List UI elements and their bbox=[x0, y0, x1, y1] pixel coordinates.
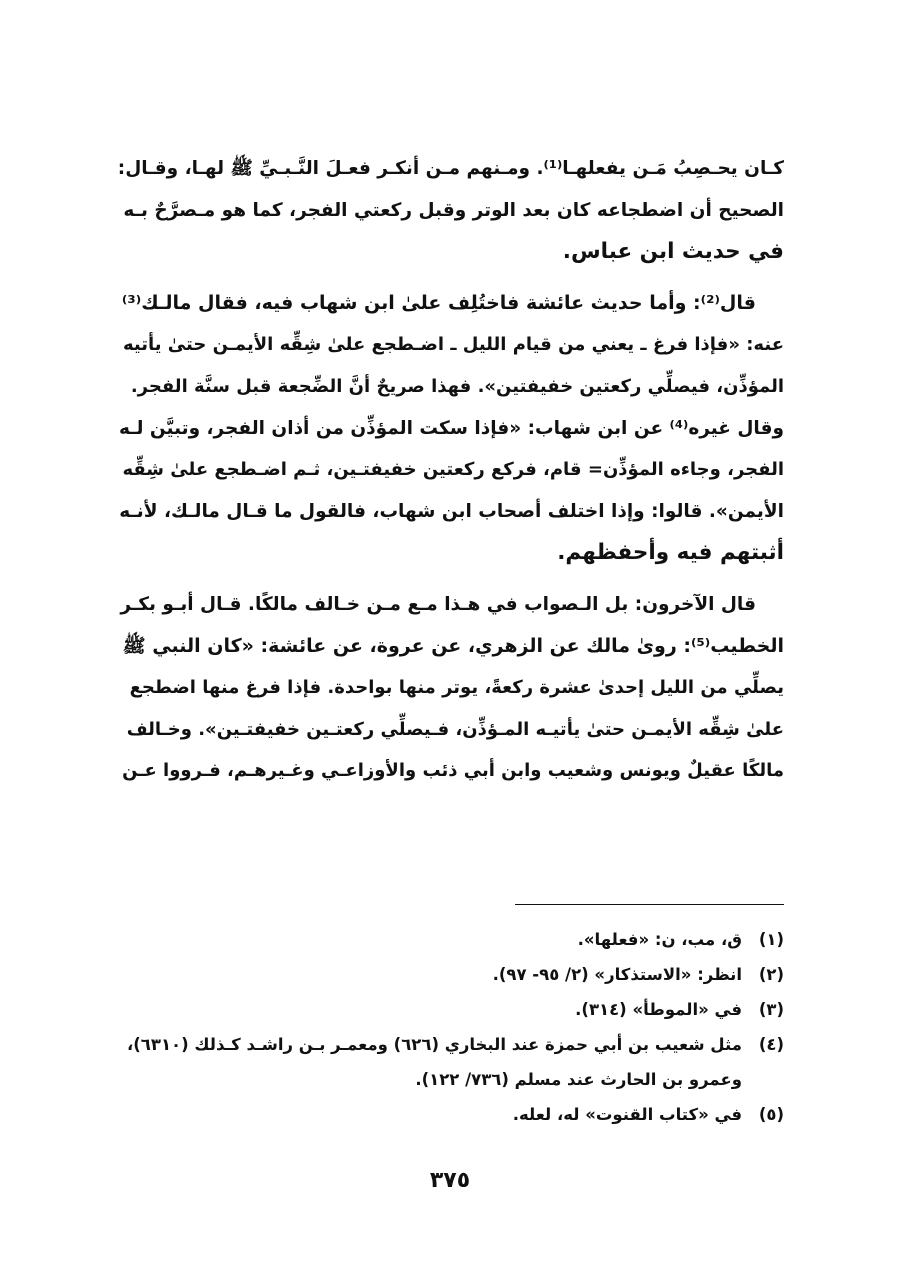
footnote-number: (١) bbox=[758, 930, 784, 949]
text-line: أثبتهم فيه وأحفظهم. bbox=[557, 540, 784, 566]
footnote-number: (٣) bbox=[758, 1000, 784, 1019]
footnote-number: (٢) bbox=[758, 965, 784, 984]
text-line: الفجر، وجاءه المؤذِّن= قام، فركع ركعتين خفيفتـين، ثـم اضـطجع علىٰ شِقِّه bbox=[122, 459, 784, 481]
text-line: يصلِّي من الليل إحدىٰ عشرة ركعةً، يوتر منها بواحدة. فإذا فرغ منها اضطجع bbox=[129, 677, 784, 699]
footnote bbox=[118, 957, 784, 992]
footnote-number: (٤) bbox=[758, 1035, 784, 1054]
text-line: الأيمن». قالوا: وإذا اختلف أصحاب ابن شهاب، فالقول ما قـال مالـك، لأنـه bbox=[119, 500, 784, 522]
text-line: قال الآخرون: بل الـصواب في هـذا مـع مـن خـالف مالكًا. قـال أبـو بكـر bbox=[120, 593, 756, 615]
footnote-text: مثل شعيب بن أبي حمزة عند البخاري (٦٢٦) ومعمـر بـن راشـد كـذلك (٦٣١٠)، bbox=[126, 1035, 742, 1054]
text-line: عنه: «فإذا فرغ ـ يعني من قيام الليل ـ اضـطجع علىٰ شِقِّه الأيمـن حتىٰ يأتيه bbox=[122, 334, 784, 356]
footnote bbox=[118, 992, 784, 1027]
text-line: الخطيب⁽⁵⁾: روىٰ مالك عن الزهري، عن عروة، عن عائشة: «كان النبي ﷺ bbox=[122, 634, 784, 657]
footnote bbox=[118, 1097, 784, 1132]
text-line: قال⁽²⁾: وأما حديث عائشة فاختُلِف علىٰ ابن شهاب فيه، فقال مالـك⁽³⁾ bbox=[121, 291, 756, 314]
paragraph-2 bbox=[118, 283, 784, 574]
footnote-text: ق، مب، ن: «فعلها». bbox=[577, 930, 742, 949]
text-line: المؤذِّن، فيصلِّي ركعتين خفيفتين». فهذا صريحٌ أنَّ الضِّجعة قبل سنَّة الفجر. bbox=[130, 375, 784, 397]
paragraph-1 bbox=[118, 148, 784, 273]
text-line: كـان يحـصِبُ مَـن يفعلهـا⁽¹⁾. ومـنهم مـن أنكـر فعـلَ النَّـبـيِّ ﷺ لهـا، وقـال: bbox=[117, 158, 784, 179]
footnotes bbox=[118, 922, 784, 1132]
text-line: في حديث ابن عباس. bbox=[562, 239, 784, 265]
footnote-text: انظر: «الاستذكار» (٢/ ٩٥- ٩٧). bbox=[492, 965, 742, 984]
footnote-text-continued: وعمرو بن الحارث عند مسلم (٧٣٦/ ١٢٢). bbox=[415, 1070, 742, 1089]
text-line: علىٰ شِقِّه الأيمـن حتىٰ يأتيـه المـؤذِّن، فـيصلِّي ركعتـين خفيفتـين». وخـالف bbox=[126, 718, 784, 740]
paragraph-3 bbox=[118, 584, 784, 792]
footnote-separator bbox=[515, 904, 784, 905]
footnote-text: في «كتاب القنوت» له، لعله. bbox=[512, 1105, 742, 1124]
footnote-number: (٥) bbox=[758, 1105, 784, 1124]
footnote-text: في «الموطأ» (٣١٤). bbox=[575, 1000, 742, 1019]
footnote bbox=[118, 1027, 784, 1097]
text-line: وقال غيره⁽⁴⁾ عن ابن شهاب: «فإذا سكت المؤذِّن من أذان الفجر، وتبيَّن لـه bbox=[118, 417, 784, 439]
footnote bbox=[118, 922, 784, 957]
main-text bbox=[118, 148, 784, 792]
text-line: الصحيح أن اضطجاعه كان بعد الوتر وقبل ركعتي الفجر، كما هو مـصرَّحٌ بـه bbox=[123, 199, 784, 221]
text-line: مالكًا عقيلٌ ويونس وشعيب وابن أبي ذئب والأوزاعـي وغـيرهـم، فـرووا عـن bbox=[122, 760, 784, 782]
page-number: ٣٧٥ bbox=[429, 1168, 471, 1193]
